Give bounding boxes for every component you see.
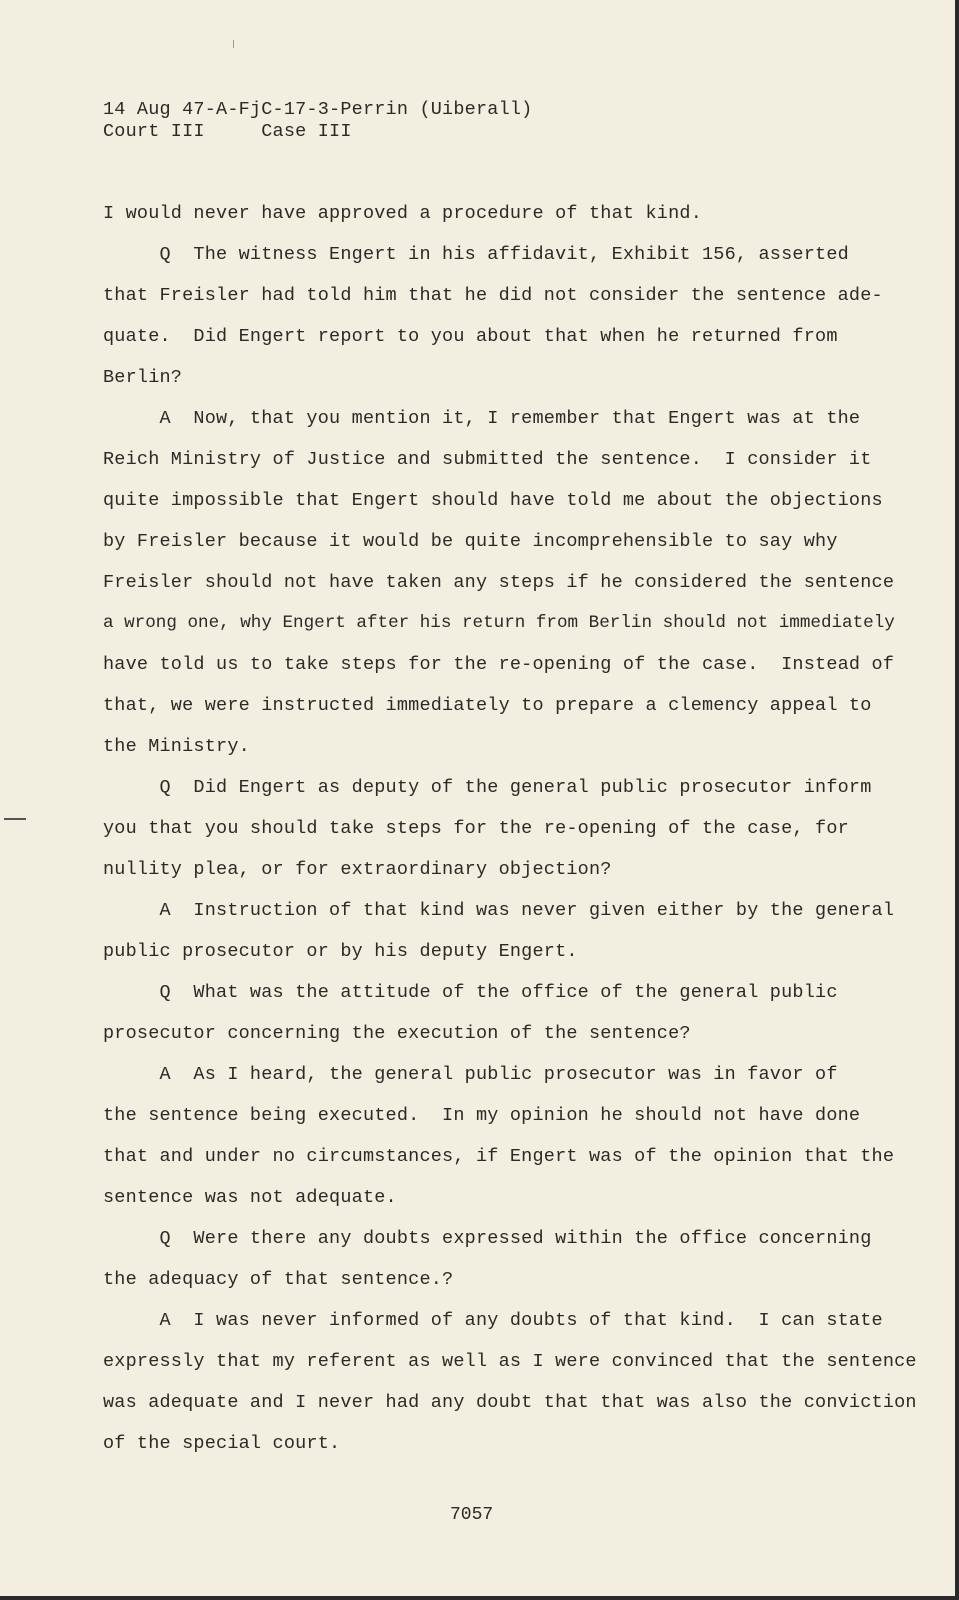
body-line: Reich Ministry of Justice and submitted the sentence. I consider it — [103, 449, 872, 470]
body-line: A Now, that you mention it, I remember that Engert was at the — [103, 408, 861, 429]
body-line: that and under no circumstances, if Engert was of the opinion that the — [103, 1146, 895, 1167]
margin-mark — [4, 818, 26, 820]
body-line: Berlin? — [103, 367, 183, 388]
body-line: the adequacy of that sentence.? — [103, 1269, 454, 1290]
body-line: Freisler should not have taken any steps if he considered the sentence — [103, 572, 895, 593]
body-line: have told us to take steps for the re-opening of the case. Instead of — [103, 654, 895, 675]
body-line: Q The witness Engert in his affidavit, Exhibit 156, asserted — [103, 244, 849, 265]
body-line: that, we were instructed immediately to prepare a clemency appeal to — [103, 695, 872, 716]
body-line: the sentence being executed. In my opinion he should not have done — [103, 1105, 861, 1126]
body-line: you that you should take steps for the re-opening of the case, for — [103, 818, 849, 839]
body-line: Q What was the attitude of the office of the general public — [103, 982, 838, 1003]
body-line: Q Were there any doubts expressed within the office concerning — [103, 1228, 872, 1249]
page-number: 7057 — [450, 1505, 494, 1525]
body-line: by Freisler because it would be quite incomprehensible to say why — [103, 531, 838, 552]
body-line: quite impossible that Engert should have told me about the objections — [103, 490, 883, 511]
body-line: that Freisler had told him that he did not consider the sentence ade- — [103, 285, 883, 306]
body-line: expressly that my referent as well as I were convinced that the sentence — [103, 1351, 917, 1372]
body-line: of the special court. — [103, 1433, 341, 1454]
body-line: sentence was not adequate. — [103, 1187, 397, 1208]
body-line: was adequate and I never had any doubt that that was also the conviction — [103, 1392, 917, 1413]
body-line: A Instruction of that kind was never given either by the general — [103, 900, 895, 921]
body-line: A As I heard, the general public prosecutor was in favor of — [103, 1064, 838, 1085]
paper-speck — [233, 40, 234, 48]
body-line: I would never have approved a procedure of that kind. — [103, 203, 702, 224]
body-line: A I was never informed of any doubts of that kind. I can state — [103, 1310, 883, 1331]
body-line: nullity plea, or for extraordinary objection? — [103, 859, 612, 880]
body-line: quate. Did Engert report to you about that when he returned from — [103, 326, 838, 347]
body-line: prosecutor concerning the execution of the sentence? — [103, 1023, 691, 1044]
body-line: Q Did Engert as deputy of the general public prosecutor inform — [103, 777, 872, 798]
body-line: the Ministry. — [103, 736, 250, 757]
header-line-1: 14 Aug 47-A-FjC-17-3-Perrin (Uiberall) — [103, 99, 533, 120]
header-line-2: Court III Case III — [103, 121, 352, 142]
body-line: a wrong one, why Engert after his return from Berlin should not immediately — [103, 613, 895, 633]
body-line: public prosecutor or by his deputy Engert. — [103, 941, 578, 962]
